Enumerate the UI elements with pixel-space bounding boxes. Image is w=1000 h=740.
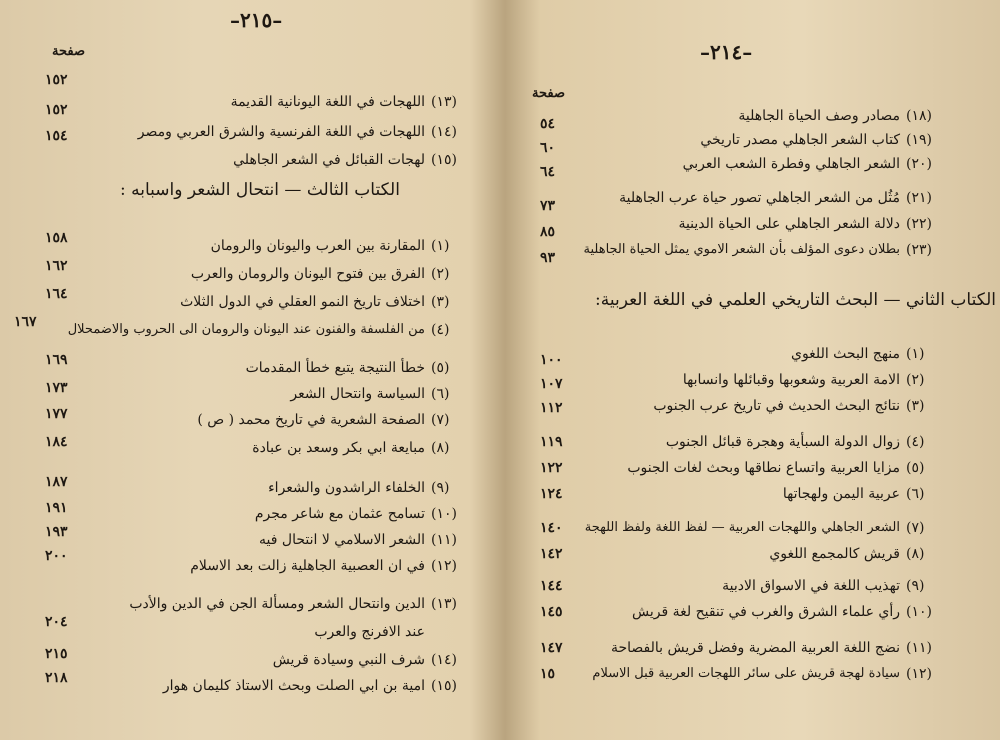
toc-entry [0, 474, 505, 508]
toc-entry [510, 604, 1000, 632]
entry-number: (٨) [906, 546, 925, 562]
entry-number: (٤) [906, 434, 925, 450]
entry-number: (١٤) [431, 652, 457, 668]
toc-entry [0, 314, 505, 350]
toc-entry [0, 434, 505, 468]
entry-title: اللهجات في اللغة اليونانية القديمة [230, 94, 425, 110]
entry-number: (١٤) [431, 124, 457, 140]
entry-number: (١٠) [431, 506, 457, 522]
entry-number: (٦) [431, 386, 450, 402]
entry-number: (٢) [906, 372, 925, 388]
toc-entry [510, 520, 1000, 548]
entry-number: (١٨) [906, 108, 932, 124]
toc-entry [0, 524, 505, 560]
entry-page: ١٦٩ [45, 352, 68, 368]
entry-page: ١٤٤ [540, 578, 563, 594]
entry-page: ٦٠ [540, 140, 556, 156]
entry-number: (٧) [906, 520, 925, 536]
entry-title: عربية اليمن ولهجاتها [782, 486, 900, 502]
entry-page: ٩٣ [540, 250, 556, 266]
toc-entry [510, 640, 1000, 668]
entry-title: الشعر الجاهلي واللهجات العربية — لفظ اللغة ولفظ اللهجة [584, 520, 900, 535]
entry-number: (٣) [431, 294, 450, 310]
entry-number: (٢٣) [906, 242, 932, 258]
entry-page: ٢١٥ [45, 646, 68, 662]
entry-page: ١١٢ [540, 400, 563, 416]
entry-page: ١١٩ [540, 434, 563, 450]
entry-number: (٤) [431, 322, 450, 338]
entry-title: لهجات القبائل في الشعر الجاهلي [233, 152, 425, 168]
entry-number: (٦) [906, 486, 925, 502]
toc-entry [0, 548, 505, 586]
section-title: الكتاب الثالث — انتحال الشعر واسبابه : [120, 180, 400, 200]
entry-page: ١٠٠ [540, 352, 563, 368]
toc-entry [510, 190, 1000, 218]
entry-title: زوال الدولة السبأية وهجرة قبائل الجنوب [665, 434, 900, 450]
entry-page: ١٨٧ [45, 474, 68, 490]
toc-entry-continuation [0, 614, 505, 652]
entry-title: بطلان دعوى المؤلف بأن الشعر الاموي يمثل الحياة الجاهلية [583, 242, 900, 257]
entry-page: ١٥٢ [45, 72, 68, 88]
entry-number: (٢٢) [906, 216, 932, 232]
page-number: –٢١٤– [700, 40, 753, 64]
entry-title: تسامح عثمان مع شاعر مجرم [254, 506, 425, 522]
entry-page: ١٠٧ [540, 376, 563, 392]
entry-title: خطأ النتيجة يتبع خطأ المقدمات [245, 360, 425, 376]
entry-title: من الفلسفة والفنون عند اليونان والرومان الى الحروب والاضمحلال [67, 322, 425, 337]
entry-title: تهذيب اللغة في الاسواق الادبية [722, 578, 900, 594]
entry-page: ١٢٤ [540, 486, 563, 502]
toc-entry [0, 352, 505, 388]
entry-title: الفرق بين فتوح اليونان والرومان والعرب [190, 266, 425, 282]
entry-title: كتاب الشعر الجاهلي مصدر تاريخي [700, 132, 900, 148]
entry-number: (٢١) [906, 190, 932, 206]
entry-number: (١١) [906, 640, 932, 656]
entry-title: اختلاف تاريخ النمو العقلي في الدول الثلاث [180, 294, 425, 310]
right-page [510, 0, 1000, 740]
entry-page: ١٥ [540, 666, 556, 682]
entry-title: رأي علماء الشرق والغرب في تنقيح لغة قريش [631, 604, 900, 620]
entry-number: (١٠) [906, 604, 932, 620]
entry-number: (٣) [906, 398, 925, 414]
entry-page: ٢٠٤ [45, 614, 68, 630]
entry-number: (١٥) [431, 678, 457, 694]
entry-number: (٢٠) [906, 156, 932, 172]
entry-page: ٥٤ [540, 116, 556, 132]
entry-title: الصفحة الشعرية في تاريخ محمد ( ص ) [197, 412, 425, 428]
entry-page: ٢٠٠ [45, 548, 68, 564]
toc-entry [510, 156, 1000, 184]
entry-title: المقارنة بين العرب واليونان والرومان [210, 238, 425, 254]
entry-page: ٢١٨ [45, 670, 68, 686]
entry-page: ١٧٣ [45, 380, 68, 396]
toc-entry [0, 258, 505, 294]
entry-title: امية بن ابي الصلت وبحث الاستاذ كليمان هوار [162, 678, 425, 694]
toc-entry [0, 670, 505, 706]
toc-entry [510, 460, 1000, 488]
entry-number: (٥) [431, 360, 450, 376]
toc-entry [510, 666, 1000, 694]
entry-page: ١٤٥ [540, 604, 563, 620]
entry-page: ١٩١ [45, 500, 68, 516]
entry-page: ٧٣ [540, 198, 556, 214]
toc-entry [0, 230, 505, 266]
entry-number: (١٥) [431, 152, 457, 168]
entry-page: ١٢٢ [540, 460, 563, 476]
entry-title: مُثُل من الشعر الجاهلي تصور حياة عرب الجاهلية [619, 190, 900, 206]
entry-page: ١٨٤ [45, 434, 68, 450]
entry-number: (١٢) [906, 666, 932, 682]
page-column-label: صفحة [52, 44, 85, 59]
page-column-label: صفحة [532, 86, 565, 101]
toc-entry [510, 346, 1000, 374]
toc-entry [510, 372, 1000, 400]
entry-number: (٧) [431, 412, 450, 428]
entry-title: مصادر وصف الحياة الجاهلية [738, 108, 900, 124]
toc-entry [0, 286, 505, 322]
section-title: الكتاب الثاني — البحث التاريخي العلمي في اللغة العربية: [595, 290, 997, 310]
entry-page: ٦٤ [540, 164, 556, 180]
entry-number: (٨) [431, 440, 450, 456]
entry-title: نتائج البحث الحديث في تاريخ عرب الجنوب [653, 398, 900, 414]
toc-entry [0, 406, 505, 440]
entry-page: ١٥٤ [45, 128, 68, 144]
entry-number: (١٩) [906, 132, 932, 148]
entry-number: (٥) [906, 460, 925, 476]
entry-number: (١١) [431, 532, 457, 548]
entry-title: سيادة لهجة قريش على سائر اللهجات العربية قبل الاسلام [592, 666, 900, 681]
entry-title: دلالة الشعر الجاهلي على الحياة الدينية [678, 216, 900, 232]
entry-number: (١٢) [431, 558, 457, 574]
entry-number: (٩) [906, 578, 925, 594]
toc-entry [510, 242, 1000, 270]
entry-title: مبايعة ابي بكر وسعد بن عبادة [252, 440, 425, 456]
toc-entry [0, 596, 505, 624]
toc-entry [0, 500, 505, 534]
toc-entry [510, 546, 1000, 574]
entry-page: ٨٥ [540, 224, 556, 240]
entry-page: ١٤٧ [540, 640, 563, 656]
entry-title: الشعر الجاهلي وفطرة الشعب العربي [682, 156, 900, 172]
entry-page: ١٩٣ [45, 524, 68, 540]
toc-entry [510, 486, 1000, 514]
entry-page: ١٧٧ [45, 406, 68, 422]
entry-page: ١٤٢ [540, 546, 563, 562]
entry-page: ١٦٧ [14, 314, 37, 330]
entry-title: شرف النبي وسيادة قريش [272, 652, 425, 668]
toc-entry [0, 72, 505, 122]
entry-page: ١٦٢ [45, 258, 68, 274]
entry-title: مزايا العربية واتساع نطاقها وبحث لغات الجنوب [627, 460, 900, 476]
entry-title: الخلفاء الراشدون والشعراء [268, 480, 425, 496]
entry-title: قريش كالمجمع اللغوي [769, 546, 900, 562]
toc-entry [510, 434, 1000, 462]
entry-title: الشعر الاسلامي لا انتحال فيه [259, 532, 425, 548]
entry-page: ١٥٨ [45, 230, 68, 246]
toc-entry [0, 646, 505, 680]
entry-title: اللهجات في اللغة الفرنسية والشرق العربي ومصر [137, 124, 425, 140]
entry-page: ١٥٢ [45, 102, 68, 118]
entry-number: (١٣) [431, 596, 457, 612]
entry-number: (١) [431, 238, 450, 254]
toc-entry [510, 216, 1000, 244]
entry-title: منهج البحث اللغوي [790, 346, 900, 362]
toc-entry [510, 578, 1000, 606]
entry-number: (١) [906, 346, 925, 362]
entry-number: (٩) [431, 480, 450, 496]
toc-entry [510, 398, 1000, 426]
entry-page: ١٤٠ [540, 520, 563, 536]
entry-title: في ان العصبية الجاهلية زالت بعد الاسلام [190, 558, 425, 574]
entry-page: ١٦٤ [45, 286, 68, 302]
entry-number: (١٣) [431, 94, 457, 110]
entry-title: السياسة وانتحال الشعر [290, 386, 425, 402]
entry-number: (٢) [431, 266, 450, 282]
entry-title: نضج اللغة العربية المضرية وفضل قريش بالفصاحة [610, 640, 900, 656]
entry-title: عند الافرنج والعرب [314, 624, 425, 640]
page-number: –٢١٥– [230, 8, 283, 32]
entry-title: الامة العربية وشعوبها وقبائلها وانسابها [682, 372, 900, 388]
toc-entry [0, 380, 505, 414]
entry-title: الدين وانتحال الشعر ومسألة الجن في الدين والأدب [129, 596, 425, 612]
